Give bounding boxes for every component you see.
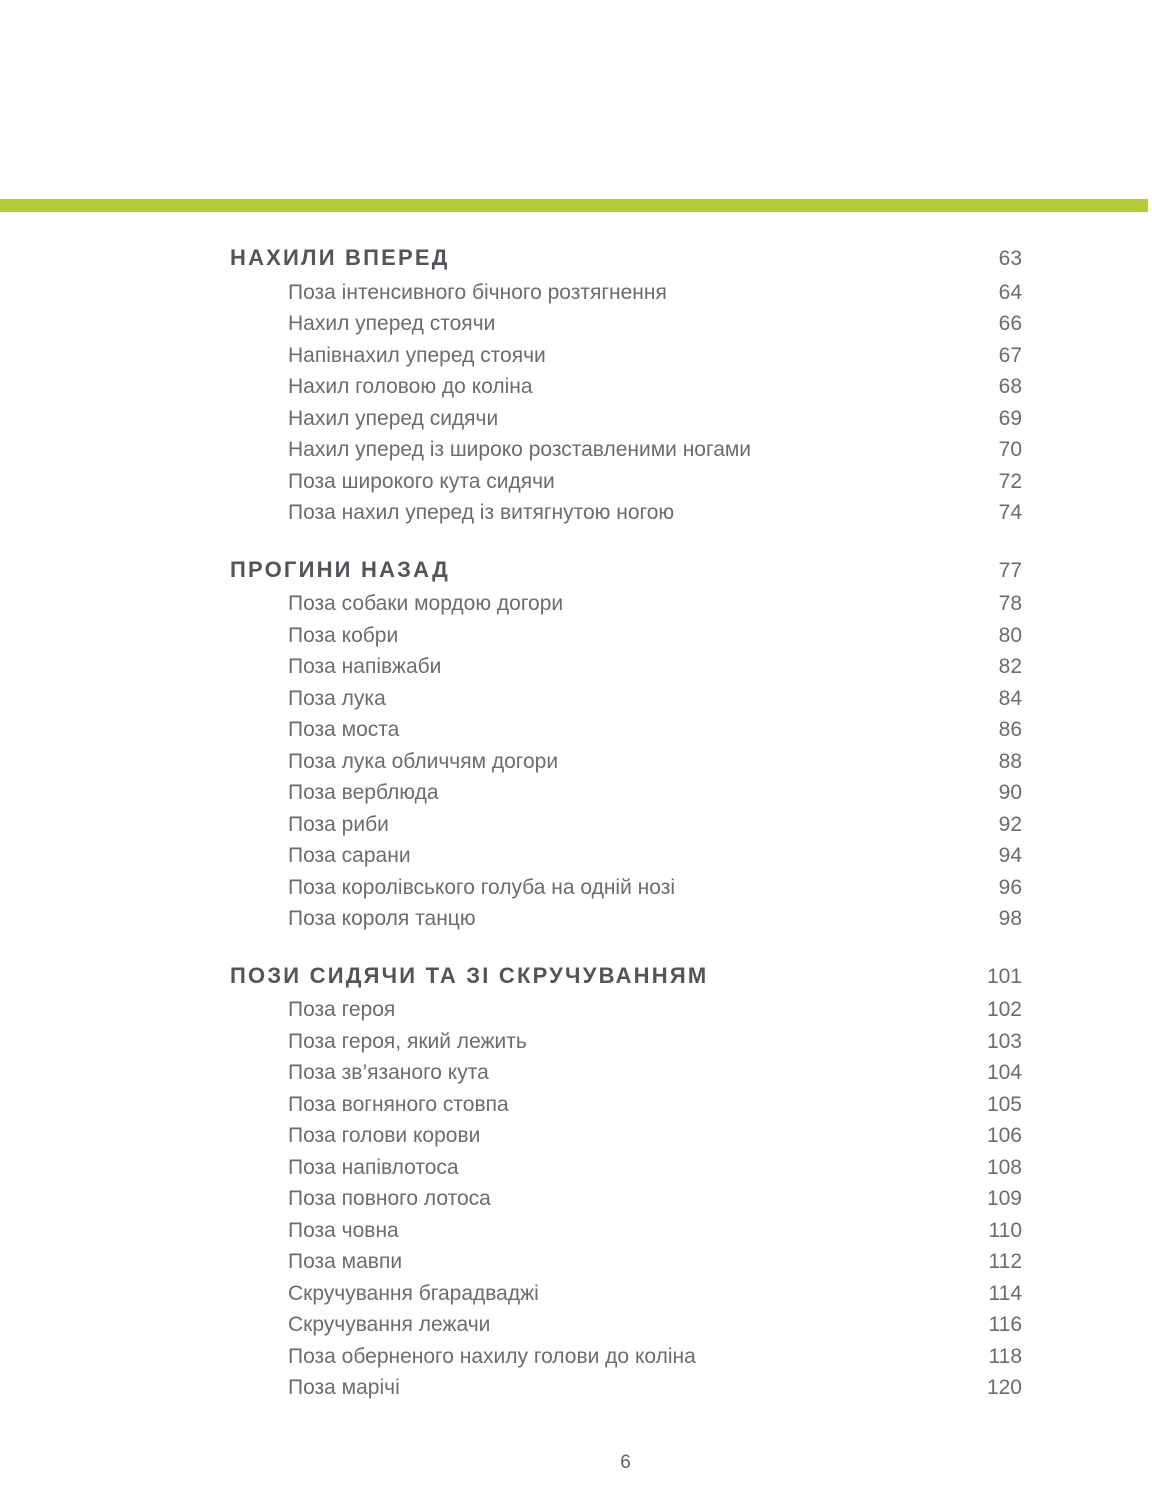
entry-page-number: 72 [998, 469, 1022, 493]
entry-title: Поза інтенсивного бічного розтягнення [288, 280, 667, 304]
toc-entry-row [230, 371, 1022, 403]
entry-title: Поза вогняного стовпа [288, 1092, 509, 1116]
entry-page-number: 82 [998, 655, 1022, 678]
entry-title: Поза напівжаби [288, 655, 442, 678]
toc-entry-row [230, 840, 1022, 872]
toc-entry-row [230, 1089, 1022, 1121]
entry-title: Скручування бгарадваджі [288, 1281, 539, 1305]
toc-entry-row [230, 466, 1022, 498]
entry-page-number: 94 [998, 844, 1022, 867]
toc-entry-row [230, 1152, 1022, 1184]
entry-page-number: 105 [986, 1092, 1022, 1116]
entry-title: Поза королівського голуба на одній нозі [288, 875, 675, 899]
toc-entry-row [230, 588, 1022, 620]
toc-section [230, 242, 1022, 529]
entry-title: Поза марічі [288, 1376, 400, 1399]
entry-title: Поза нахил уперед із витягнутою ногою [288, 501, 675, 524]
entry-page-number: 109 [986, 1187, 1022, 1210]
entry-page-number: 96 [998, 875, 1022, 899]
toc-entry-row [230, 308, 1022, 340]
entry-title: Поза повного лотоса [288, 1187, 491, 1210]
entry-page-number: 116 [988, 1313, 1022, 1336]
entry-page-number: 68 [998, 375, 1022, 398]
entry-page-number: 70 [998, 438, 1022, 461]
entry-page-number: 98 [998, 907, 1022, 930]
toc-section-header-row [230, 554, 1022, 587]
toc-entry-row [230, 1309, 1022, 1341]
section-title: ПРОГИНИ НАЗАД [230, 556, 450, 582]
entry-title: Поза напівлотоса [288, 1155, 459, 1179]
entry-page-number: 108 [986, 1155, 1022, 1179]
toc-entry-row [230, 277, 1022, 309]
section-title: ПОЗИ СИДЯЧИ ТА ЗІ СКРУЧУВАННЯМ [230, 962, 709, 988]
entry-page-number: 102 [986, 998, 1022, 1021]
entry-page-number: 67 [998, 343, 1022, 367]
toc-entry-row [230, 994, 1022, 1026]
section-page-number: 77 [998, 558, 1022, 582]
entry-title: Поза лука [288, 686, 386, 710]
entry-page-number: 114 [988, 1281, 1022, 1305]
entry-title: Поза голови корови [288, 1124, 481, 1147]
entry-page-number: 112 [988, 1250, 1022, 1273]
entry-title: Поза риби [288, 812, 389, 836]
entry-page-number: 64 [998, 280, 1022, 304]
entry-title: Поза кобри [288, 623, 399, 647]
entry-page-number: 120 [986, 1376, 1022, 1399]
entry-title: Поза лука обличчям догори [288, 749, 559, 773]
entry-title: Поза героя [288, 998, 396, 1021]
toc-entry-row [230, 497, 1022, 529]
entry-page-number: 88 [998, 749, 1022, 773]
entry-title: Поза човна [288, 1218, 399, 1242]
entry-title: Поза сарани [288, 844, 411, 867]
toc-section [230, 960, 1022, 1404]
entry-page-number: 69 [998, 406, 1022, 430]
toc-entry-row [230, 340, 1022, 372]
toc-entry-row [230, 620, 1022, 652]
toc-entry-row [230, 1026, 1022, 1058]
entry-page-number: 80 [998, 623, 1022, 647]
entry-page-number: 90 [998, 781, 1022, 804]
entry-page-number: 74 [998, 501, 1022, 524]
entry-title: Поза короля танцю [288, 907, 476, 930]
section-page-number: 101 [986, 964, 1022, 988]
entry-title: Нахил уперед сидячи [288, 406, 499, 430]
entry-title: Поза собаки мордою догори [288, 592, 564, 615]
toc-entry-row [230, 1120, 1022, 1152]
toc-entry-row [230, 403, 1022, 435]
entry-title: Напівнахил уперед стоячи [288, 343, 546, 367]
toc-entry-row [230, 1057, 1022, 1089]
toc-entry-row [230, 1215, 1022, 1247]
entry-page-number: 118 [988, 1344, 1022, 1368]
entry-title: Поза зв’язаного кута [288, 1061, 489, 1084]
toc-entry-row [230, 1278, 1022, 1310]
toc-entry-row [230, 872, 1022, 904]
entry-title: Поза моста [288, 718, 400, 741]
section-title: НАХИЛИ ВПЕРЕД [230, 245, 450, 270]
toc-section [230, 554, 1022, 935]
entry-page-number: 106 [986, 1124, 1022, 1147]
entry-title: Нахил уперед із широко розставленими ногами [288, 438, 752, 461]
entry-page-number: 86 [998, 718, 1022, 741]
entry-page-number: 66 [998, 312, 1022, 335]
entry-title: Поза широкого кута сидячи [288, 469, 555, 493]
entry-title: Поза героя, який лежить [288, 1029, 527, 1053]
entry-title: Нахил уперед стоячи [288, 312, 496, 335]
entry-title: Нахил головою до коліна [288, 375, 533, 398]
toc-entry-row [230, 777, 1022, 809]
toc-entry-row [230, 434, 1022, 466]
toc-sections [230, 242, 1022, 1404]
entry-title: Скручування лежачи [288, 1313, 491, 1336]
toc-entry-row [230, 1183, 1022, 1215]
entry-page-number: 110 [988, 1218, 1022, 1242]
accent-bar [0, 199, 1148, 212]
toc-section-header-row [230, 960, 1022, 993]
toc-entry-row [230, 1341, 1022, 1373]
footer-page-number: 6 [620, 1452, 632, 1473]
entry-title: Поза оберненого нахилу голови до коліна [288, 1344, 696, 1368]
entry-page-number: 78 [998, 592, 1022, 615]
entry-page-number: 84 [998, 686, 1022, 710]
toc-entry-row [230, 714, 1022, 746]
entry-title: Поза мавпи [288, 1250, 403, 1273]
table-of-contents [230, 242, 1022, 1429]
section-page-number: 63 [998, 247, 1022, 270]
toc-entry-row [230, 903, 1022, 935]
entry-page-number: 104 [986, 1061, 1022, 1084]
entry-title: Поза верблюда [288, 781, 439, 804]
toc-entry-row [230, 683, 1022, 715]
toc-entry-row [230, 1246, 1022, 1278]
toc-entry-row [230, 651, 1022, 683]
entry-page-number: 103 [986, 1029, 1022, 1053]
toc-entry-row [230, 1372, 1022, 1404]
toc-entry-row [230, 809, 1022, 841]
toc-section-header-row [230, 242, 1022, 275]
entry-page-number: 92 [998, 812, 1022, 836]
toc-entry-row [230, 746, 1022, 778]
